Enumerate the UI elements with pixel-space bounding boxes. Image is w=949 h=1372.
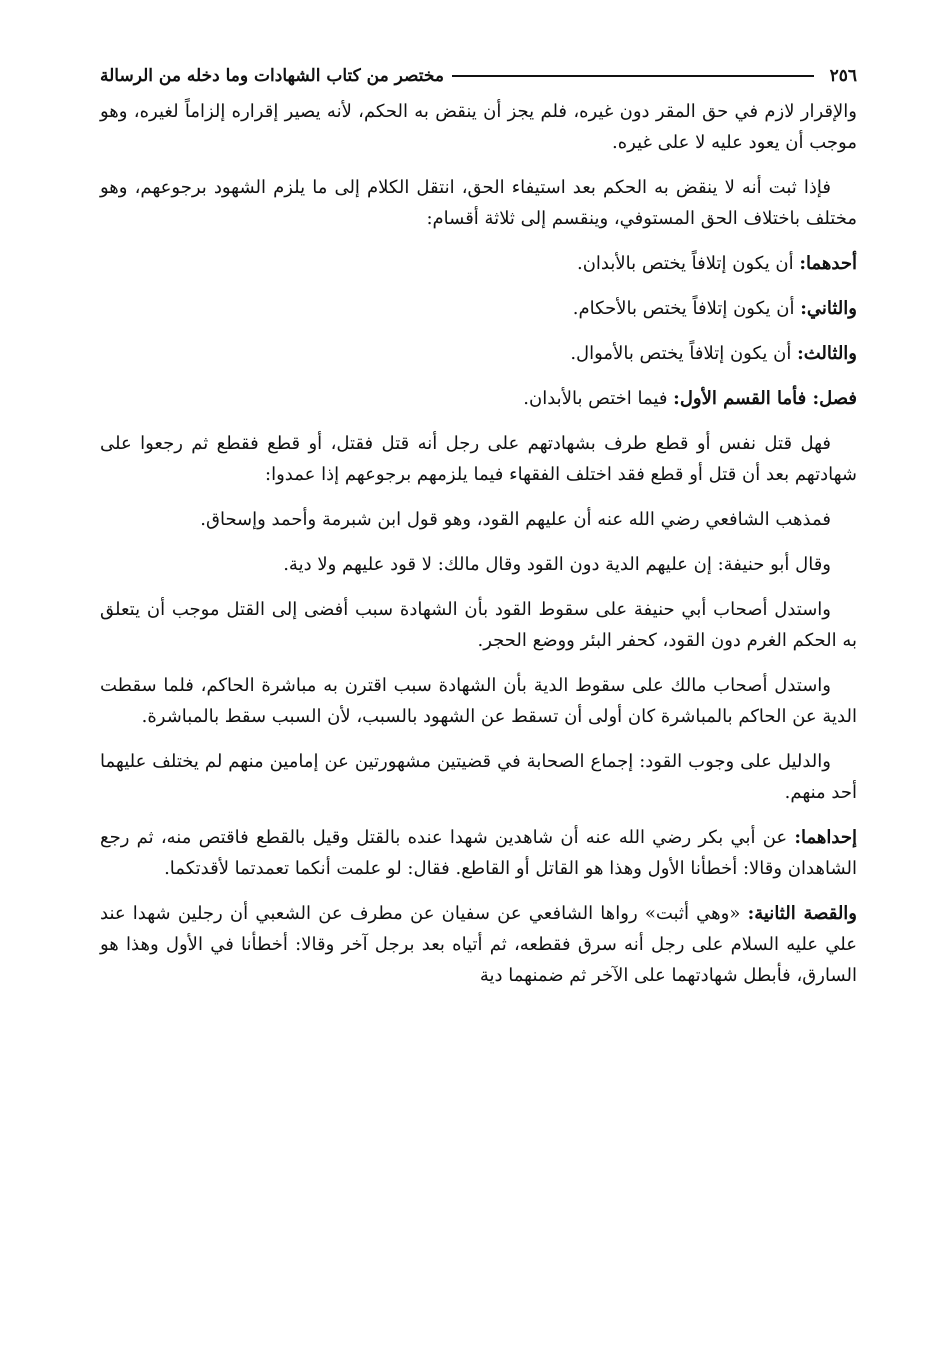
paragraph — [100, 428, 857, 490]
paragraph — [100, 293, 857, 324]
paragraph-text: أن يكون إتلافاً يختص بالأبدان. — [576, 253, 794, 274]
paragraph-label: أحدهما: — [799, 253, 857, 274]
paragraph — [100, 338, 857, 369]
paragraph-text: والدليل على وجوب القود: إجماع الصحابة في قضيتين مشهورتين عن إمامين منهم لم يختلف عليهما أحد منهم. — [100, 751, 857, 803]
paragraph — [100, 504, 857, 535]
paragraph-text: واستدل أصحاب مالك على سقوط الدية بأن الشهادة سبب اقترن به مباشرة الحاكم، فلما سقطت الدية عن الحاكم بالمباشرة كان أولى أن تسقط عن الشهود بالسبب، لأن السبب سقط بالمباشرة. — [100, 675, 857, 727]
paragraph-text: والإقرار لازم في حق المقر دون غيره، فلم يجز أن ينقض به الحكم، لأنه يصير إقراره إلزاماً لغيره، وهو موجب أن يعود عليه لا على غيره. — [100, 101, 857, 153]
paragraph — [100, 822, 857, 884]
paragraph-text: عن أبي بكر رضي الله عنه أن شاهدين شهدا عنده بالقتل وقيل بالقطع فاقتص منه، ثم رجع الشاهدان وقالا: أخطأنا الأول وهذا هو القاتل أو القاطع. فقال: لو علمت أنكما تعمدتما لأقدتكما. — [100, 827, 857, 879]
paragraph-label: فصل: فأما القسم الأول: — [673, 388, 857, 409]
section-heading — [100, 383, 857, 414]
paragraph — [100, 746, 857, 808]
paragraph-text: واستدل أصحاب أبي حنيفة على سقوط القود بأن الشهادة سبب أفضى إلى القتل موجب أن يتعلق به الحكم الغرم دون القود، كحفر البئر ووضع الحجر. — [100, 599, 857, 651]
paragraph — [100, 594, 857, 656]
paragraph — [100, 172, 857, 234]
paragraph-label: إحداهما: — [794, 827, 857, 848]
paragraph-text: وقال أبو حنيفة: إن عليهم الدية دون القود وقال مالك: لا قود عليهم ولا دية. — [283, 554, 831, 575]
paragraph-label: والثالث: — [797, 343, 857, 364]
paragraph-text: أن يكون إتلافاً يختص بالأحكام. — [572, 298, 795, 319]
paragraph — [100, 96, 857, 158]
paragraph-label: والقصة الثانية: — [747, 903, 857, 924]
paragraph-text: فهل قتل نفس أو قطع طرف بشهادتهم على رجل أنه قتل فقتل، أو قطع فقطع ثم رجعوا على شهادتهم بعد أن قتل أو قطع فقد اختلف الفقهاء فيما يلزمهم برجوعهم إذا عمدوا: — [100, 433, 857, 485]
paragraph — [100, 248, 857, 279]
paragraph-text: فمذهب الشافعي رضي الله عنه أن عليهم القود، وهو قول ابن شبرمة وأحمد وإسحاق. — [200, 509, 831, 530]
header-rule — [452, 75, 814, 77]
paragraph-text: فإذا ثبت أنه لا ينقض به الحكم بعد استيفاء الحق، انتقل الكلام إلى ما يلزم الشهود برجوعهم، وهو مختلف باختلاف الحق المستوفي، وينقسم إلى ثلاثة أقسام: — [100, 177, 857, 229]
paragraph — [100, 898, 857, 991]
page-body — [100, 96, 857, 991]
paragraph-label: والثاني: — [800, 298, 857, 319]
paragraph — [100, 670, 857, 732]
paragraph-text: «وهي أثبت» رواها الشافعي عن سفيان عن مطرف عن الشعبي أن رجلين شهدا عند علي عليه السلام على رجل أنه سرق فقطعه، ثم أتياه بعد برجل آخر وقالا: أخطأنا في الأول وهذا هو السارق، فأبطل شهادتهما على الآخر ثم ضمنهما دية — [100, 903, 857, 986]
paragraph — [100, 549, 857, 580]
page-number: ٢٥٦ — [829, 66, 857, 86]
page-header — [100, 62, 857, 90]
paragraph-text: فيما اختص بالأبدان. — [523, 388, 668, 409]
running-title: مختصر من كتاب الشهادات وما دخله من الرسالة — [100, 66, 444, 86]
paragraph-text: أن يكون إتلافاً يختص بالأموال. — [570, 343, 792, 364]
